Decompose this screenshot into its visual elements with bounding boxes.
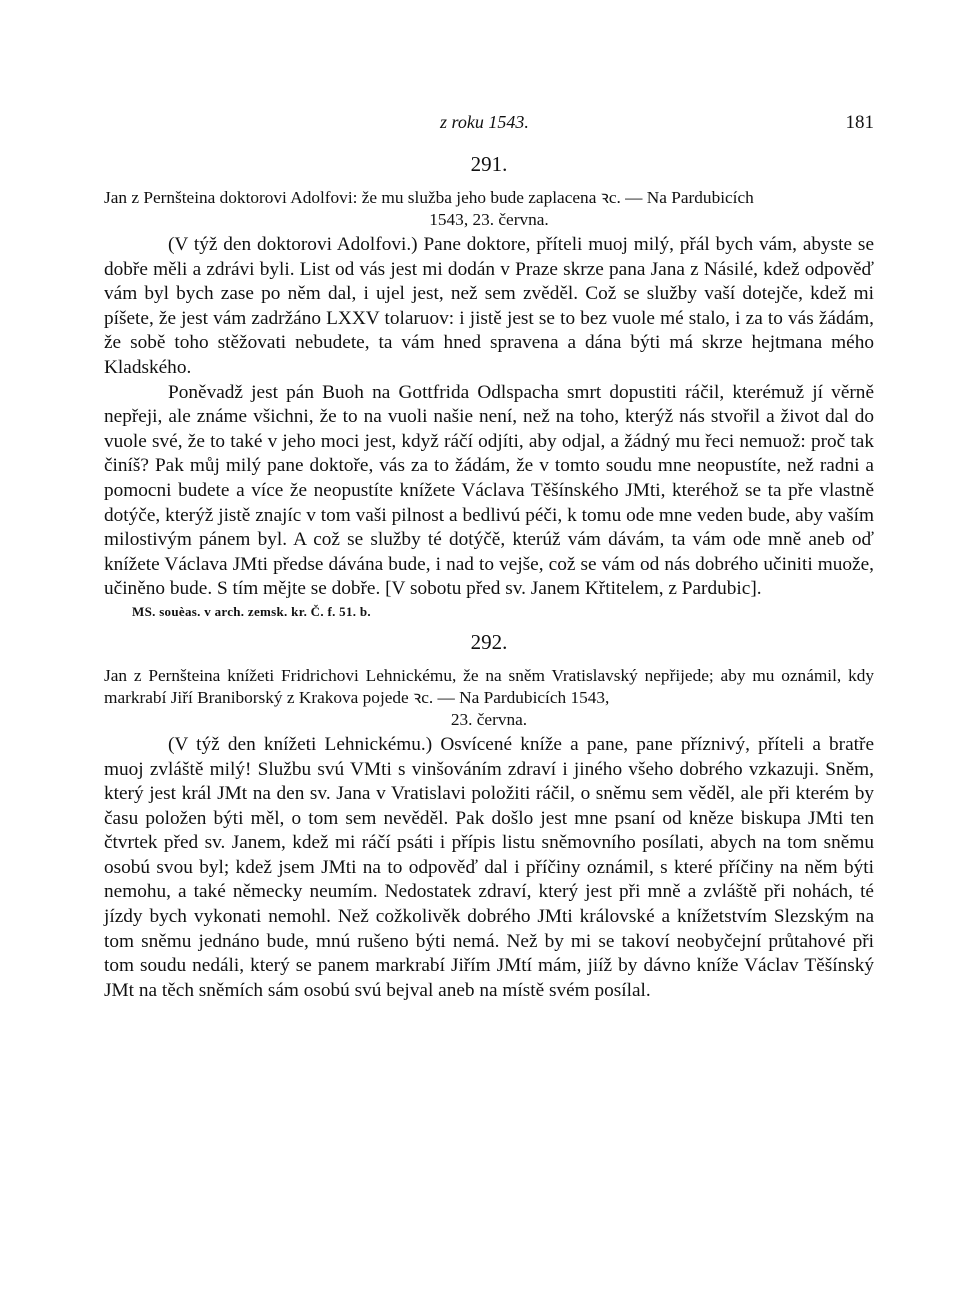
source-note: MS. souèas. v arch. zemsk. kr. Č. f. 51. b. (132, 603, 371, 619)
document-291 (104, 152, 874, 620)
document-summary: Jan z Pernšteina doktorovi Adolfovi: že mu služba jeho bude zaplacena ꝛc. — Na Pardubicích (104, 188, 754, 207)
letter-paragraph: Poněvadž jest pán Buoh na Gottfrida Odlspacha smrt dopustiti ráčil, kterémuž jí věrně nepřeji, ale známe všichni, že to na vuoli našie není, než na toho, kterýž nás stvořil a život dal do vuole své, že to také v jeho moci jest, když ráčí odjíti, aby odjal, a žádný mu řeci nemuož: proč tak činíš? Pak můj milý pane doktoře, vás za to žádám, že v tomto soudu mne neopustíte, než radni a pomocni budete a více že neopustíte knížete Václava Těšínského JMti, kteréhož se ta pře vlastně dotýče, kterýž jistě znajíc v tom vaši pilnost a bedlivú péči, k tomu ode mne veden bude, aby vaším milostivým pánem byl. A což se služby té dotýčě, kterúž vám dávám, ta vám ode mně aneb oď knížete Václava JMti předse dávána bude, i nad to vejše, což se vám od nás dobrého učiniti muože, učiněno bude. S tím mějte se dobře. [V sobotu před sv. Janem Křtitelem, z Pardubic]. (104, 381, 874, 600)
document-summary: Jan z Pernšteina knížeti Fridrichovi Lehnickému, že na sněm Vratislavský nepřijede; aby mu oznámil, kdy markrabí Jiří Braniborský z Krakova pojede ꝛc. — Na Pardubicích 1543, (104, 665, 874, 707)
document-292 (104, 630, 874, 1004)
document-number: 291. (470, 152, 508, 176)
letter-paragraph: (V týž den knížeti Lehnickému.) Osvícené kníže a pane, pane příznivý, příteli a bratře muoj zvláště milý! Službu svú VMti s vinšováním zdraví i jiného všeho dobrého vzkazuji. Sněm, který jest král JMt na den sv. Jana v Vratislavi položiti ráčil, o sněmu sem věděl, ale při kterém by času položen býti měl, o tom sem nevěděl. Pak došlo jest mne psaní od kněze biskupa JMti ten čtvrtek před sv. Janem, kdež mi ráčí psáti i přípis listu sněmovního posílati, abych na tom sněmu osobú svou byl; kdež jsem JMti na to odpověď dal i příčiny oznámil, s které příčiny na něm býti nemohu, a také německy neumím. Nedostatek zdraví, který jest při mně a zvláště při nohách, té jízdy bych vykonati nemohl. Než cožkolivěk dobrého JMti královské a knížetstvím Slezským na tom sněmu jednáno bude, mnú rušeno býti nemá. Než by mi se takoví neobyčejní průtahové při tom soudu nedáli, který se panem markrabí Jiřím JMtí mám, jiíž by dávno kníže Václav Těšínský JMt na těch sněmích sám osobú svú bejval aneb na místě svém posílal. (104, 733, 874, 1001)
page (104, 112, 874, 1003)
letter-paragraph: (V týž den doktorovi Adolfovi.) Pane doktore, příteli muoj milý, přál bych vám, abyste se dobře měli a zdrávi byli. List od vás jest mi dodán v Praze skrze pana Jana z Násilé, kdež odpověď vám byl bych zase po něm dal, i ujel jest, než sem zvěděl. Což se služby vaší dotejče, kdež mi píšete, že jest vám zadržáno LXXV tolaruov: i jistě jest se to bez vuole mé stalo, i za to vás žádám, že sobě toho stěžovati nebudete, ta vám hned spravena a dána býti má skrze hejtmana mého Kladského. (104, 234, 874, 378)
document-summary-date: 1543, 23. června. (429, 210, 549, 229)
document-summary-date: 23. června. (450, 709, 528, 729)
document-number: 292. (470, 629, 508, 654)
running-head (104, 112, 874, 142)
running-title: z roku 1543. (440, 112, 529, 132)
page-number: 181 (845, 112, 874, 133)
